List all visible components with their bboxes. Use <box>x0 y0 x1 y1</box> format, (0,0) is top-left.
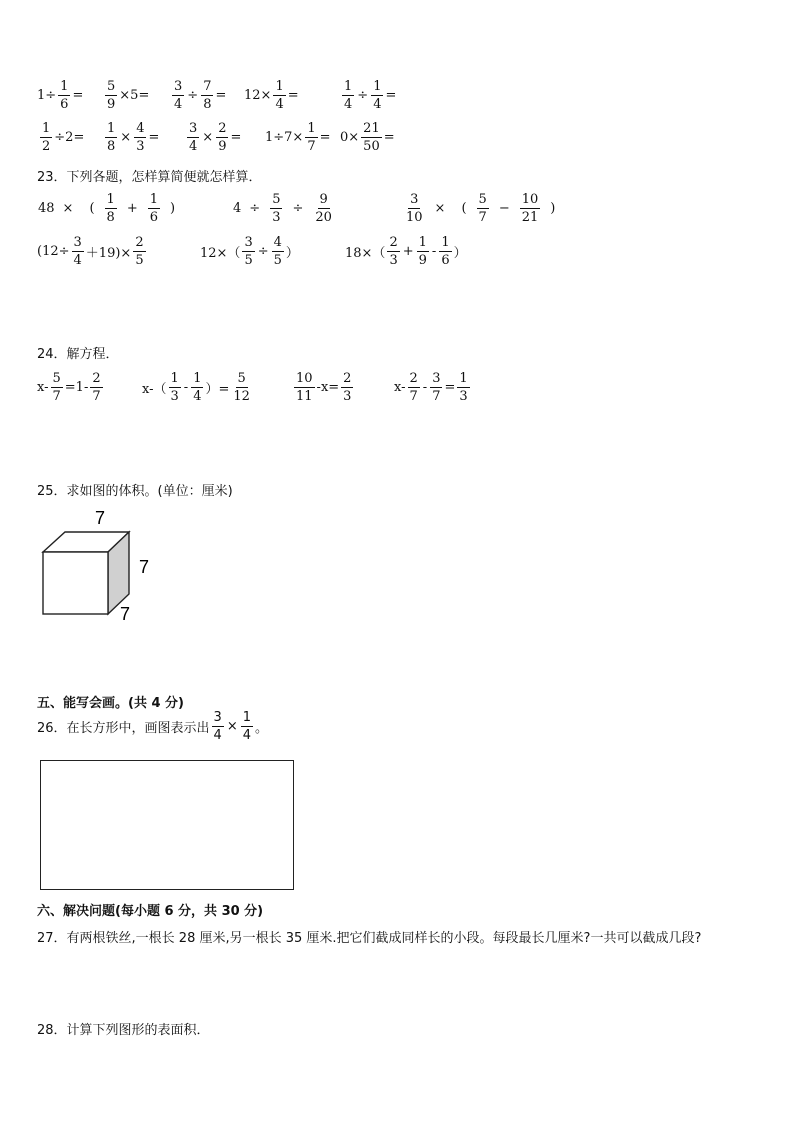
question-23-item-e: 12×（ $\frac{3}{5}$ ÷ $\frac{4}{5}$ ） <box>200 235 299 268</box>
fraction: $\frac{1}{4}$ <box>344 79 353 112</box>
fraction: $\frac{2}{3}$ <box>389 235 398 268</box>
question-24-title: 24．解方程． <box>37 347 119 362</box>
fraction: $\frac{3}{4}$ <box>189 121 198 154</box>
fraction: $\frac{9}{20}$ <box>315 192 332 225</box>
cube-label-bottom: 7 <box>120 604 131 624</box>
fraction: $\frac{5}{9}$ <box>107 79 116 112</box>
fraction: $\frac{1}{6}$ <box>149 192 158 225</box>
fraction: $\frac{5}{7}$ <box>478 192 487 225</box>
drawing-rectangle[interactable] <box>40 760 294 890</box>
question-28: 28．计算下列图形的表面积． <box>37 1023 210 1038</box>
fraction: $\frac{1}{8}$ <box>107 121 116 154</box>
oral-calc-row1-item5: $\frac{1}{4}$ ÷ $\frac{1}{4}$ = <box>344 79 397 112</box>
section-5-title: 五、能写会画。(共 4 分) <box>37 696 184 711</box>
question-27: 27．有两根铁丝,一根长 28 厘米,另一根长 35 厘米.把它们截成同样长的小段。每段最长几厘米?一共可以截成几段? <box>37 931 702 946</box>
question-26: 26．在长方形中，画图表示出 $\frac{3}{4}$ × $\frac{1}{4}$ 。 <box>37 710 269 743</box>
fraction: $\frac{10}{11}$ <box>296 371 313 404</box>
fraction: $\frac{1}{4}$ <box>193 371 202 404</box>
oral-calc-row1-item2: $\frac{5}{9}$ ×5= <box>107 79 150 112</box>
cube-label-top: 7 <box>95 508 106 528</box>
oral-calc-row2-item4: 1÷7× $\frac{1}{7}$ = <box>265 121 331 154</box>
fraction: $\frac{2}{7}$ <box>92 371 101 404</box>
fraction: $\frac{4}{3}$ <box>136 121 145 154</box>
oral-calc-row2-item2: $\frac{1}{8}$ × $\frac{4}{3}$ = <box>107 121 160 154</box>
fraction: $\frac{4}{5}$ <box>273 235 282 268</box>
oral-calc-row2-item5: 0× $\frac{21}{50}$ = <box>340 121 395 154</box>
oral-calc-row1-item1: 1÷ $\frac{1}{6}$ = <box>37 79 84 112</box>
fraction: $\frac{2}{7}$ <box>409 371 418 404</box>
cube-front-face <box>43 552 108 614</box>
oral-calc-row2-item1: $\frac{1}{2}$ ÷2= <box>42 121 85 154</box>
question-24-item-a: x- $\frac{5}{7}$ =1- $\frac{2}{7}$ <box>37 371 101 404</box>
cube-diagram <box>35 500 165 630</box>
fraction: $\frac{3}{4}$ <box>73 235 82 268</box>
question-23-item-b: 4 ÷ $\frac{5}{3}$ ÷ $\frac{9}{20}$ <box>233 192 332 225</box>
fraction: $\frac{1}{6}$ <box>441 235 450 268</box>
question-23-item-a: 48 × ( $\frac{1}{8}$ + $\frac{1}{6}$ ) <box>38 192 176 225</box>
fraction: $\frac{1}{3}$ <box>170 371 179 404</box>
fraction: $\frac{5}{12}$ <box>233 371 250 404</box>
question-24-item-c: $\frac{10}{11}$ -x= $\frac{2}{3}$ <box>296 371 352 404</box>
fraction: $\frac{5}{3}$ <box>272 192 281 225</box>
fraction: $\frac{7}{8}$ <box>203 79 212 112</box>
oral-calc-row1-item3: $\frac{3}{4}$ ÷ $\frac{7}{8}$ = <box>174 79 227 112</box>
question-23-item-f: 18×（ $\frac{2}{3}$ + $\frac{1}{9}$ - $\frac{1}{6}$ ） <box>345 235 467 268</box>
question-23-item-c: $\frac{3}{10}$ × ( $\frac{5}{7}$ − $\frac{10}{21}$ ) <box>406 192 556 225</box>
fraction: $\frac{1}{4}$ <box>373 79 382 112</box>
fraction: $\frac{1}{8}$ <box>106 192 115 225</box>
fraction: $\frac{1}{7}$ <box>307 121 316 154</box>
fraction: $\frac{3}{5}$ <box>244 235 253 268</box>
fraction: $\frac{1}{6}$ <box>60 79 69 112</box>
fraction: $\frac{10}{21}$ <box>521 192 539 225</box>
fraction: $\frac{2}{3}$ <box>343 371 352 404</box>
fraction: $\frac{1}{2}$ <box>42 121 51 154</box>
fraction: $\frac{3}{7}$ <box>432 371 441 404</box>
fraction: $\frac{1}{4}$ <box>242 710 252 743</box>
fraction: $\frac{2}{9}$ <box>218 121 227 154</box>
fraction: $\frac{5}{7}$ <box>52 371 61 404</box>
fraction: $\frac{3}{10}$ <box>406 192 423 225</box>
oral-calc-row1-item4: 12× $\frac{1}{4}$ = <box>244 79 299 112</box>
question-23-title: 23．下列各题，怎样算简便就怎样算． <box>37 170 262 185</box>
fraction: $\frac{21}{50}$ <box>363 121 380 154</box>
question-23-item-d: (12÷ $\frac{3}{4}$ ＋19)× $\frac{2}{5}$ <box>37 235 144 268</box>
fraction: $\frac{3}{4}$ <box>213 710 222 743</box>
question-25-title: 25．求如图的体积。(单位：厘米) <box>37 484 233 499</box>
fraction: $\frac{1}{4}$ <box>275 79 284 112</box>
fraction: $\frac{1}{9}$ <box>418 235 427 268</box>
oral-calc-row2-item3: $\frac{3}{4}$ × $\frac{2}{9}$ = <box>189 121 242 154</box>
question-24-item-b: x-（ $\frac{1}{3}$ - $\frac{1}{4}$ ）= $\frac{5}{12}$ <box>142 371 250 404</box>
fraction: $\frac{1}{3}$ <box>459 371 468 404</box>
fraction: $\frac{3}{4}$ <box>174 79 183 112</box>
section-6-title: 六、解决问题(每小题 6 分，共 30 分) <box>37 904 264 919</box>
cube-label-right: 7 <box>139 557 150 577</box>
question-24-item-d: x- $\frac{2}{7}$ - $\frac{3}{7}$ = $\frac{1}{3}$ <box>394 371 468 404</box>
fraction: $\frac{2}{5}$ <box>135 235 144 268</box>
